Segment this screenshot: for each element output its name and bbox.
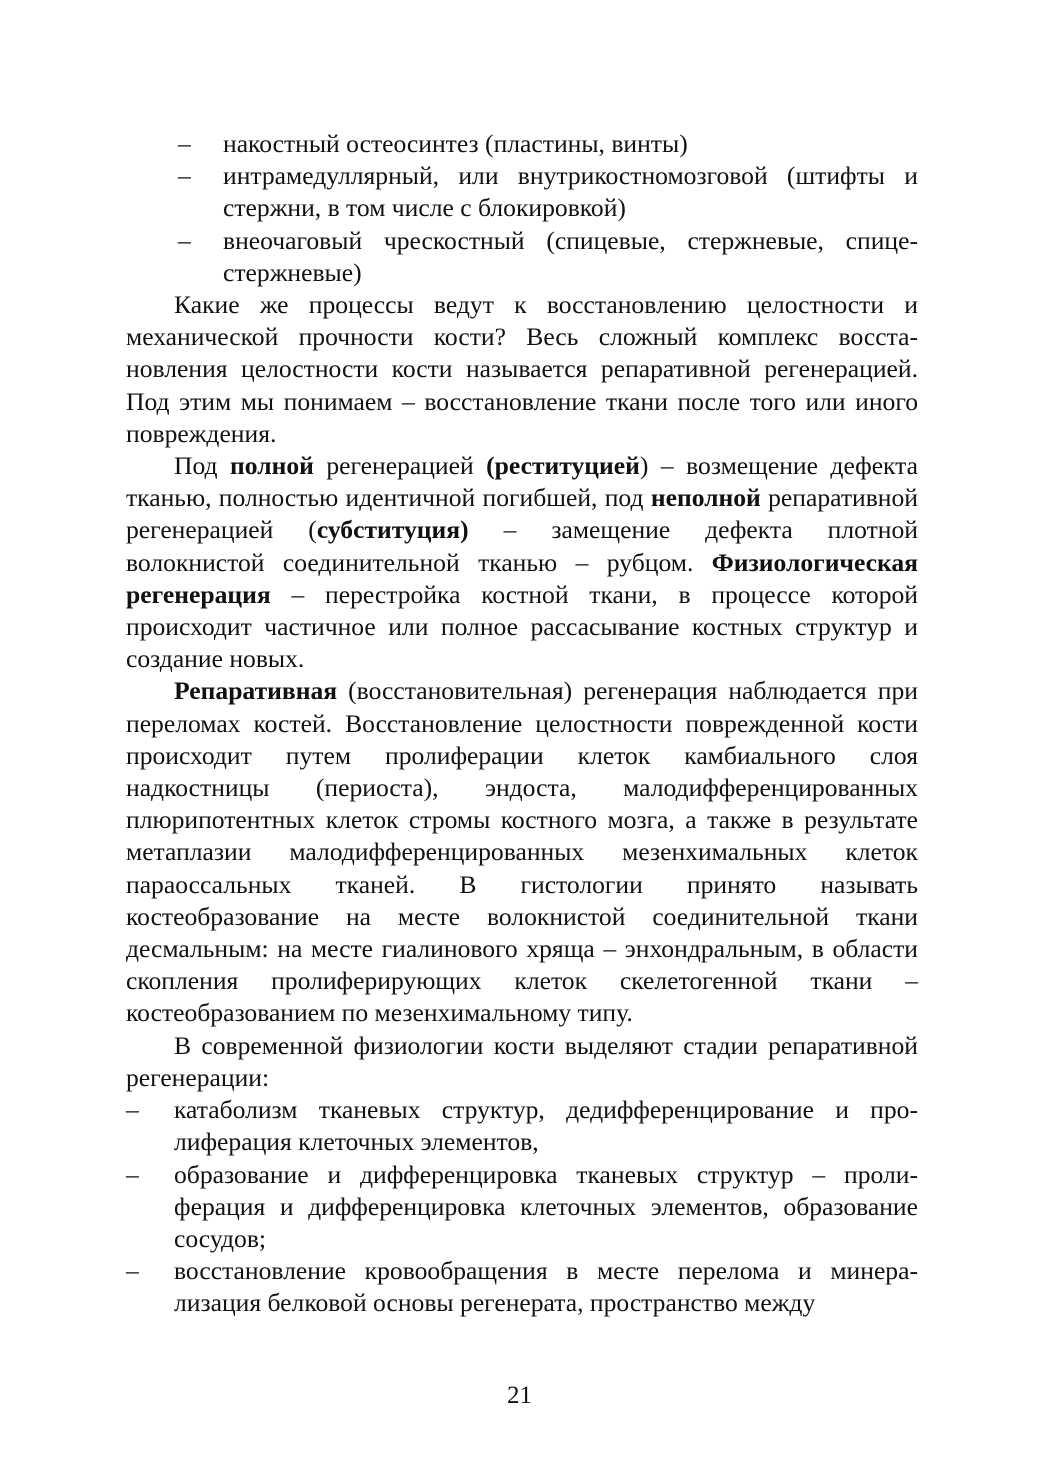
fixation-methods-list xyxy=(126,128,918,289)
text-run: – замещение дефекта плотной волокнистой соединительной тканью – рубцом. xyxy=(126,515,918,577)
paragraph-regeneration-stages xyxy=(126,1030,918,1094)
paragraph-reparative-regeneration xyxy=(126,675,918,1029)
bold-term: Репаративная xyxy=(174,676,338,706)
text-run: – перестройка костной ткани, в процессе которой происходит частичное или полное рассасывание костных структур и создание новых. xyxy=(126,579,918,674)
list-dash: – xyxy=(126,1095,139,1125)
list-item-text: накостный остеосинтез (пластины, винты) xyxy=(223,129,688,158)
list-item xyxy=(126,160,918,224)
list-item xyxy=(126,1255,918,1319)
list-item xyxy=(126,1159,918,1256)
regeneration-stages-list xyxy=(126,1094,918,1319)
bold-term: неполной xyxy=(650,483,761,513)
text-run: регенерацией xyxy=(313,451,487,481)
text-run: В современной физиологии кости выделяют стадии репаративной регенерации: xyxy=(126,1030,918,1092)
bold-term: Физиологическая регенерация xyxy=(126,547,918,609)
text-run: (восстановительная) регенерация наблюдается при переломах костей. Восстановление целостности поврежденной кости происходит путем пролиферации клеток камбиального слоя надкостницы (периоста), эндоста, малодифференцированных плюрипотентных клеток стромы костного мозга, а также в результате метаплазии малодифференцированных мезенхимальных клеток параоссальных тканей. В гистологии принято называть костеобразование на месте волокнистой соединительной ткани десмальным: на месте гиалинового хряща – энхондральным, в области скопления пролиферирующих клеток скелетогенной ткани – костеобразованием по мезенхимальному типу. xyxy=(126,676,918,1028)
list-dash: – xyxy=(178,225,191,255)
list-dash: – xyxy=(178,129,191,158)
list-item-text: внеочаговый чрескостный (спицевые, стержневые, спице-стержневые) xyxy=(223,225,918,287)
list-dash: – xyxy=(126,1159,139,1189)
list-item-text: интрамедуллярный, или внутрикостномозговой (штифты и стержни, в том числе с блокировкой) xyxy=(223,161,918,223)
text-run: ) – возмещение дефекта тканью, полностью идентичной погибшей, под xyxy=(126,451,919,513)
list-item xyxy=(126,1094,918,1158)
text-run: репаративной регенерацией ( xyxy=(126,483,918,545)
paragraph-regeneration-intro xyxy=(126,289,918,450)
page-body xyxy=(126,128,918,1320)
paragraph-regeneration-types xyxy=(126,450,918,675)
text-run: Под xyxy=(174,451,231,481)
bold-term: (реституцией xyxy=(486,451,640,481)
page-number: 21 xyxy=(507,1382,532,1409)
bold-term: полной xyxy=(230,451,314,481)
list-item-text: катаболизм тканевых структур, дедифференцирование и пролиферация клеточных элементов, xyxy=(174,1095,918,1157)
list-item-text: образование и дифференцировка тканевых структур – пролиферация и дифференцировка клеточных элементов, образование сосудов; xyxy=(174,1159,918,1253)
bold-term: субституция) xyxy=(316,515,469,545)
list-item-text: восстановление кровообращения в месте перелома и минерализация белковой основы регенерата, пространство между xyxy=(174,1256,918,1318)
text-run: Какие же процессы ведут к восстановлению целостности и механической прочности кости? Весь сложный комплекс восстановления целостности кости называется репаративной регенерацией. Под этим мы понимаем – восстановление ткани после того или иного повреждения. xyxy=(126,290,918,448)
list-dash: – xyxy=(178,161,191,191)
list-item xyxy=(126,128,918,160)
list-dash: – xyxy=(126,1256,139,1286)
list-item xyxy=(126,225,918,289)
